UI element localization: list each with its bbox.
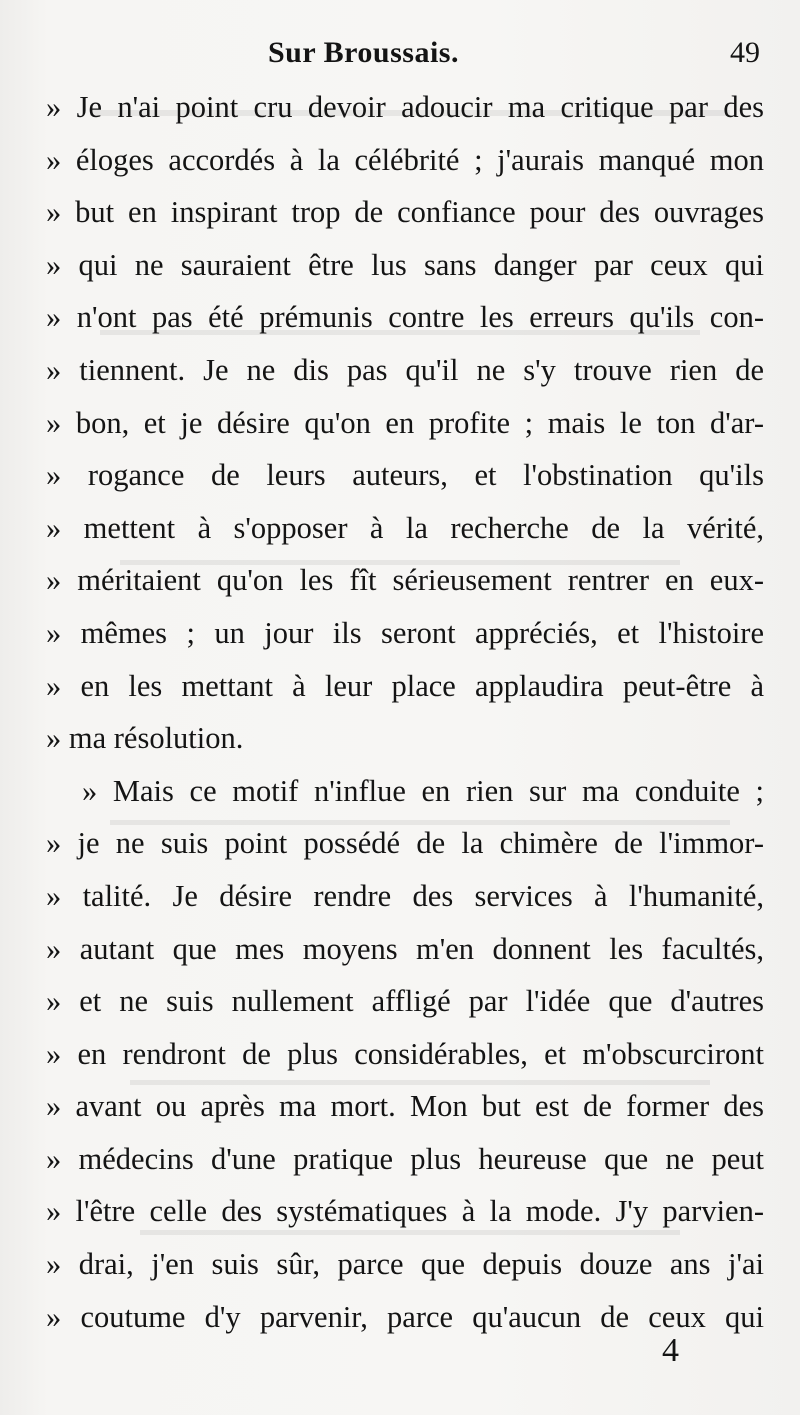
page-header (0, 36, 800, 76)
text-line: » en les mettant à leur place applaudira peut-être à (46, 668, 764, 703)
text-line: » éloges accordés à la célébrité ; j'aurais manqué mon (46, 142, 764, 177)
text-line: » et ne suis nullement affligé par l'idée que d'autres (46, 984, 764, 1019)
text-line: » rogance de leurs auteurs, et l'obstination qu'ils (46, 458, 764, 493)
text-line: » talité. Je désire rendre des services à l'humanité, (46, 878, 764, 913)
body-text (46, 81, 764, 1343)
text-line: » but en inspirant trop de confiance pour des ouvrages (46, 195, 764, 230)
text-line: » coutume d'y parvenir, parce qu'aucun de ceux qui (46, 1299, 764, 1334)
text-line: » mettent à s'opposer à la recherche de la vérité, (46, 510, 764, 545)
text-line: » l'être celle des systématiques à la mode. J'y parvien- (46, 1194, 764, 1229)
text-line: » autant que mes moyens m'en donnent les facultés, (46, 931, 764, 966)
text-line: » bon, et je désire qu'on en profite ; mais le ton d'ar- (46, 405, 764, 440)
text-line: » n'ont pas été prémunis contre les erreurs qu'ils con- (46, 300, 764, 335)
text-line: » médecins d'une pratique plus heureuse que ne peut (46, 1141, 764, 1176)
text-line: » méritaient qu'on les fît sérieusement rentrer en eux- (46, 563, 764, 598)
text-line: » mêmes ; un jour ils seront appréciés, et l'histoire (46, 615, 764, 650)
signature-mark: 4 (662, 1332, 679, 1369)
text-line: » tiennent. Je ne dis pas qu'il ne s'y trouve rien de (46, 352, 764, 387)
text-line: » je ne suis point possédé de la chimère de l'immor- (46, 826, 764, 861)
text-line: » en rendront de plus considérables, et m'obscurciront (46, 1036, 764, 1071)
text-line: » Mais ce motif n'influe en rien sur ma conduite ; (82, 773, 764, 808)
text-line: » Je n'ai point cru devoir adoucir ma critique par des (46, 90, 764, 124)
running-title: Sur Broussais. (268, 36, 459, 69)
page-number: 49 (730, 36, 760, 69)
text-line: » avant ou après ma mort. Mon but est de former des (46, 1089, 764, 1124)
text-line: » ma résolution. (46, 721, 244, 756)
text-line: » qui ne sauraient être lus sans danger par ceux qui (46, 247, 764, 282)
text-line: » drai, j'en suis sûr, parce que depuis douze ans j'ai (46, 1247, 764, 1282)
